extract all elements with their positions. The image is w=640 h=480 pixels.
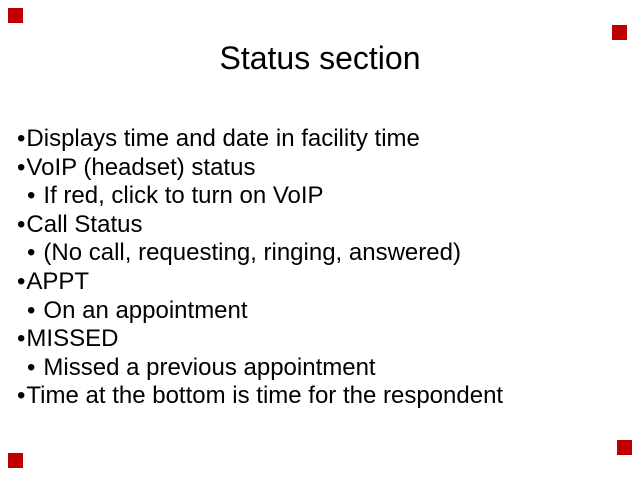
bullet-item <box>0 325 640 354</box>
bullet-text: Call Status <box>26 210 143 238</box>
bullet-item <box>0 154 640 183</box>
bullet-icon: • <box>27 296 36 324</box>
bullet-text: APPT <box>26 267 90 295</box>
bullet-text: Displays time and date in facility time <box>26 125 420 152</box>
sub-bullet-item <box>0 354 640 383</box>
bullet-text: MISSED <box>26 325 119 353</box>
red-square-marker-bottom-left <box>8 453 23 468</box>
bullet-icon: • <box>27 239 36 267</box>
bullet-text: (No call, requesting, ringing, answered) <box>43 239 461 267</box>
bullet-item <box>0 211 640 240</box>
sub-bullet-item <box>0 182 640 211</box>
bullet-item <box>0 382 640 411</box>
bullet-icon: • <box>17 210 26 238</box>
bullet-item <box>0 125 640 154</box>
bullet-icon: • <box>27 182 36 210</box>
bullet-icon: • <box>17 382 26 410</box>
bullet-text: Time at the bottom is time for the respondent <box>26 382 504 410</box>
bullet-icon: • <box>17 153 26 181</box>
bullet-icon: • <box>27 353 36 381</box>
red-square-marker-bottom-right <box>617 440 632 455</box>
bullet-item <box>0 268 640 297</box>
red-square-marker-top-right <box>612 25 627 40</box>
bullet-icon: • <box>17 267 26 295</box>
slide-title: Status section <box>219 40 421 76</box>
sub-bullet-item <box>0 239 640 268</box>
bullet-icon: • <box>17 125 26 152</box>
sub-bullet-item <box>0 297 640 326</box>
bullet-text: On an appointment <box>43 296 248 324</box>
red-square-marker-top-left <box>8 8 23 23</box>
bullet-text: If red, click to turn on VoIP <box>43 182 324 210</box>
bullet-text: Missed a previous appointment <box>43 353 376 381</box>
bullet-list <box>0 125 640 411</box>
bullet-text: VoIP (headset) status <box>26 153 256 181</box>
bullet-icon: • <box>17 325 26 353</box>
